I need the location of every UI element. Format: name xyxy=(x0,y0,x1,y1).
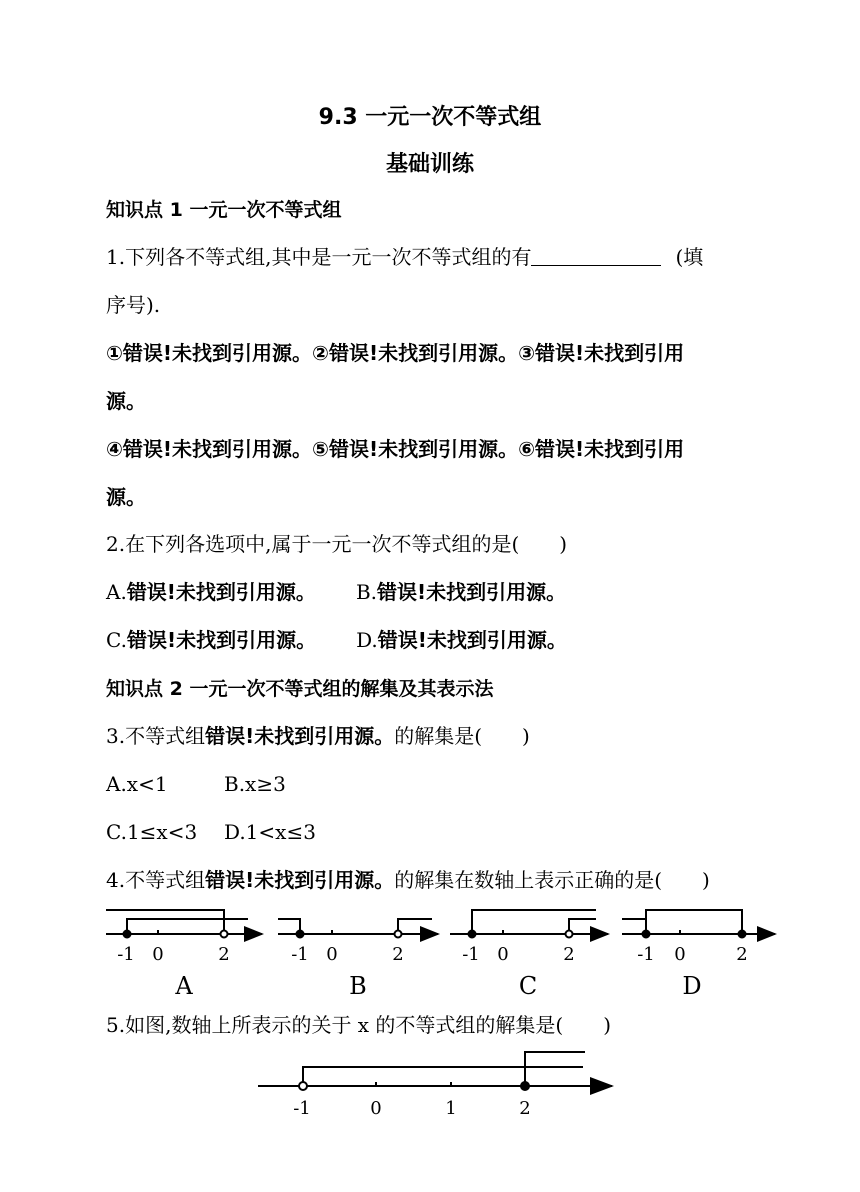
fig-a-label-2: 2 xyxy=(218,944,230,965)
q4-stem-b: 的解集在数轴上表示正确的是( ) xyxy=(394,868,710,892)
page-title: 9.3 一元一次不等式组 xyxy=(318,105,542,130)
q3-option-a: A.x<1 xyxy=(106,772,168,796)
knowledge-point-2: 知识点 2 一元一次不等式组的解集及其表示法 xyxy=(106,678,494,700)
option-c-text: 错误!未找到引用源。 xyxy=(126,628,317,652)
fig-d-label-2: 2 xyxy=(736,944,748,965)
knowledge-point-1: 知识点 1 一元一次不等式组 xyxy=(106,199,342,221)
q4-number-line-figures xyxy=(0,900,860,1010)
q3-stem-a: 3.不等式组 xyxy=(106,724,206,748)
fig-a-label-0: 0 xyxy=(152,944,164,965)
question-2-stem: 2.在下列各选项中,属于一元一次不等式组的是( ) xyxy=(106,532,568,556)
option-a-label: A. xyxy=(106,580,127,604)
option-d-label: D. xyxy=(356,628,378,652)
q4-stem-a: 4.不等式组 xyxy=(106,868,206,892)
fig-c-label-0: 0 xyxy=(497,944,509,965)
q1-stem: 1.下列各不等式组,其中是一元一次不等式组的有 xyxy=(106,245,532,269)
option-a-text: 错误!未找到引用源。 xyxy=(126,580,316,604)
figure-a xyxy=(106,910,262,938)
question-1-line-2: 序号). xyxy=(106,293,161,317)
option-c-label: C. xyxy=(106,628,127,652)
q3-stem-error: 错误!未找到引用源。 xyxy=(205,724,395,748)
q3-option-d: D.1<x≤3 xyxy=(224,820,316,844)
fig-d-label-neg1: -1 xyxy=(637,944,655,965)
page-subtitle: 基础训练 xyxy=(385,152,474,177)
question-4-stem xyxy=(106,868,710,892)
fig-c-caption: C xyxy=(518,972,538,1000)
question-1-items-row-2: ④错误!未找到引用源。⑤错误!未找到引用源。⑥错误!未找到引用 xyxy=(106,437,685,461)
q3-option-b: B.x≥3 xyxy=(224,772,286,796)
q4-stem-error: 错误!未找到引用源。 xyxy=(205,868,395,892)
fig-a-label-neg1: -1 xyxy=(117,944,135,965)
question-3-options-ab xyxy=(106,772,286,796)
fig-b-label-0: 0 xyxy=(326,944,338,965)
figure-b xyxy=(278,919,438,938)
figure-d xyxy=(622,910,775,938)
q3-stem-b: 的解集是( ) xyxy=(394,724,530,748)
q5-number-line xyxy=(0,1045,860,1125)
question-2-options-cd xyxy=(106,628,567,652)
fig-b-label-2: 2 xyxy=(392,944,404,965)
question-5-stem: 5.如图,数轴上所表示的关于 x 的不等式组的解集是( ) xyxy=(106,1013,612,1037)
question-1-items-row-1-cont: 源。 xyxy=(106,389,146,413)
q5-label-1: 1 xyxy=(445,1098,457,1119)
fig-d-label-0: 0 xyxy=(674,944,686,965)
question-1-items-row-1: ①错误!未找到引用源。②错误!未找到引用源。③错误!未找到引用 xyxy=(106,341,685,365)
fig-c-label-neg1: -1 xyxy=(462,944,480,965)
question-1-line-1 xyxy=(106,245,703,269)
figure-c xyxy=(450,910,608,938)
fig-b-caption: B xyxy=(349,972,367,1000)
fig-c-label-2: 2 xyxy=(563,944,575,965)
q3-option-c: C.1≤x<3 xyxy=(106,820,198,844)
question-3-stem xyxy=(106,724,530,748)
question-2-options-ab xyxy=(106,580,566,604)
fig-a-caption: A xyxy=(175,972,193,1000)
answer-blank[interactable] xyxy=(531,245,661,266)
q5-label-0: 0 xyxy=(370,1098,382,1119)
q5-label-neg1: -1 xyxy=(293,1098,311,1119)
fig-d-caption: D xyxy=(682,972,702,1000)
q5-label-2: 2 xyxy=(519,1098,531,1119)
option-d-text: 错误!未找到引用源。 xyxy=(377,628,567,652)
option-b-text: 错误!未找到引用源。 xyxy=(377,580,567,604)
q1-stem-tail: (填 xyxy=(675,245,704,269)
fig-b-label-neg1: -1 xyxy=(291,944,309,965)
option-b-label: B. xyxy=(355,580,377,604)
question-1-items-row-2-cont: 源。 xyxy=(106,485,146,509)
question-3-options-cd xyxy=(106,820,316,844)
